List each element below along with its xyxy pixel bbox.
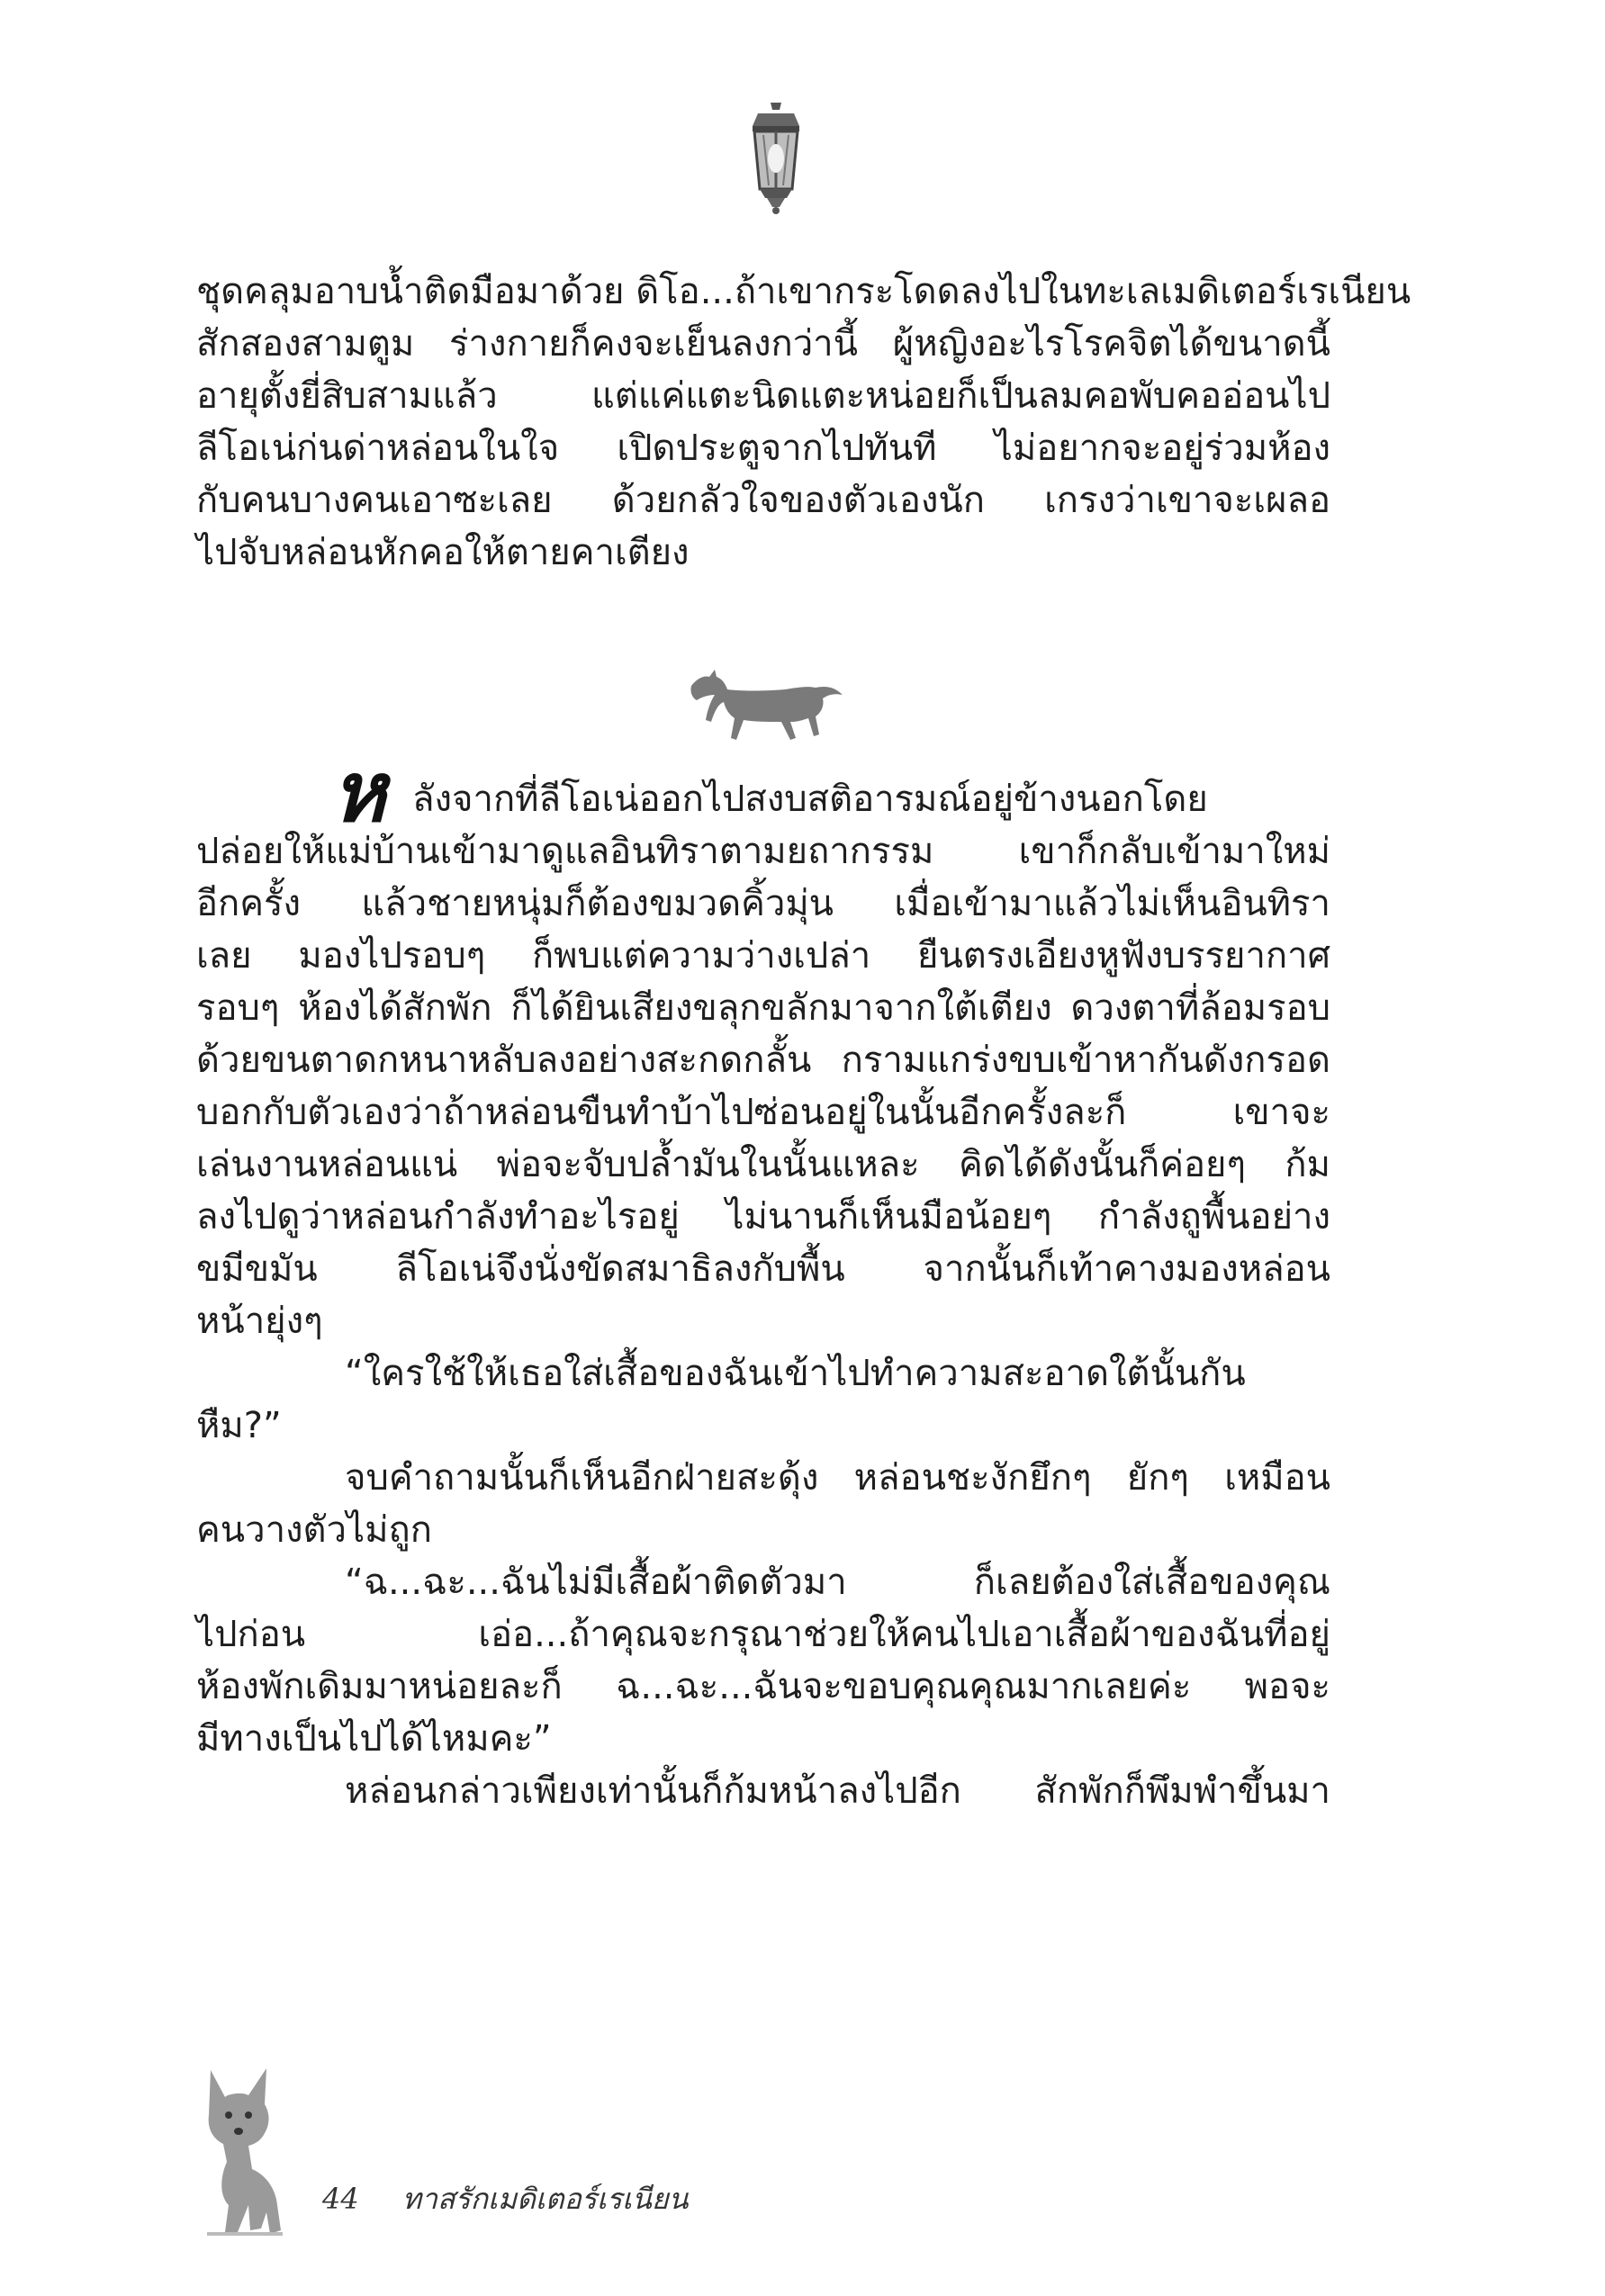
text-line: อายุตั้งยี่สิบสามแล้ว แต่แค่แตะนิดแตะหน่อยก็เป็นลมคอพับคออ่อนไป bbox=[196, 375, 1330, 417]
text-line: สักสองสามตูม ร่างกายก็คงจะเย็นลงกว่านี้ ผู้หญิงอะไรโรคจิตได้ขนาดนี้ bbox=[196, 323, 1330, 365]
page-footer bbox=[322, 2176, 689, 2222]
book-title: ทาสรักเมดิเตอร์เรเนียน bbox=[401, 2182, 689, 2216]
text-line: กับคนบางคนเอาซะเลย ด้วยกลัวใจของตัวเองนัก เกรงว่าเขาจะเผลอ bbox=[196, 480, 1330, 521]
text-line: เลย มองไปรอบๆ ก็พบแต่ความว่างเปล่า ยืนตรงเอียงหูฟังบรรยากาศ bbox=[196, 935, 1330, 977]
dialogue-line: “ใครใช้ให้เธอใส่เสื้อของฉันเข้าไปทำความสะอาดใต้นั้นกัน bbox=[345, 1353, 1246, 1394]
text-line: ขมีขมัน ลีโอเน่จึงนั่งขัดสมาธิลงกับพื้น จากนั้นก็เท้าคางมองหล่อน bbox=[196, 1248, 1330, 1290]
text-line: หล่อนกล่าวเพียงเท่านั้นก็ก้มหน้าลงไปอีก สักพักก็พึมพำขึ้นมา bbox=[345, 1770, 1330, 1812]
dog-icon bbox=[193, 2061, 296, 2241]
text-line: ชุดคลุมอาบน้ำติดมือมาด้วย ดิโอ...ถ้าเขากระโดดลงไปในทะเลเมดิเตอร์เรเนียน bbox=[196, 271, 1411, 312]
dropcap-line-text: ลังจากที่ลีโอเน่ออกไปสงบสติอารมณ์อยู่ข้างนอกโดย bbox=[412, 779, 1208, 820]
text-line: ด้วยขนตาดกหนาหลับลงอย่างสะกดกลั้น กรามแกร่งขบเข้าหากันดังกรอด bbox=[196, 1040, 1330, 1081]
text-line: คนวางตัวไม่ถูก bbox=[196, 1509, 432, 1551]
text-line: เล่นงานหล่อนแน่ พ่อจะจับปล้ำมันในนั้นแหละ คิดได้ดังนั้นก็ค่อยๆ ก้ม bbox=[196, 1144, 1330, 1185]
text-line: จบคำถามนั้นก็เห็นอีกฝ่ายสะดุ้ง หล่อนชะงักยึกๆ ยักๆ เหมือน bbox=[345, 1457, 1330, 1499]
text-line: หืม?” bbox=[196, 1405, 282, 1446]
horse-icon bbox=[684, 659, 846, 749]
text-line: ไปจับหล่อนหักคอให้ตายคาเตียง bbox=[196, 532, 690, 573]
lantern-icon bbox=[722, 99, 830, 216]
text-line: ห้องพักเดิมมาหน่อยละก็ ฉ...ฉะ...ฉันจะขอบคุณคุณมากเลยค่ะ พอจะ bbox=[196, 1666, 1330, 1707]
text-line: รอบๆ ห้องได้สักพัก ก็ได้ยินเสียงขลุกขลักมาจากใต้เตียง ดวงตาที่ล้อมรอบ bbox=[196, 987, 1330, 1029]
dialogue-line: “ฉ...ฉะ...ฉันไม่มีเสื้อผ้าติดตัวมา ก็เลยต้องใส่เสื้อของคุณ bbox=[345, 1562, 1330, 1603]
text-line: หน้ายุ่งๆ bbox=[196, 1301, 323, 1342]
text-line: ลีโอเน่ก่นด่าหล่อนในใจ เปิดประตูจากไปทันที ไม่อยากจะอยู่ร่วมห้อง bbox=[196, 428, 1330, 469]
text-line: ไปก่อน เอ่อ...ถ้าคุณจะกรุณาช่วยให้คนไปเอาเสื้อผ้าของฉันที่อยู่ bbox=[196, 1614, 1330, 1655]
text-line: ปล่อยให้แม่บ้านเข้ามาดูแลอินทิราตามยถากรรม เขาก็กลับเข้ามาใหม่ bbox=[196, 831, 1330, 872]
drop-cap: ห bbox=[331, 743, 386, 841]
page-number: 44 bbox=[322, 2182, 359, 2216]
text-line: ลงไปดูว่าหล่อนกำลังทำอะไรอยู่ ไม่นานก็เห็นมือน้อยๆ กำลังถูพื้นอย่าง bbox=[196, 1196, 1330, 1238]
text-line: มีทางเป็นไปได้ไหมคะ” bbox=[196, 1718, 552, 1760]
paragraph-2 bbox=[196, 743, 1330, 1820]
dropcap-line bbox=[196, 743, 1330, 841]
text-line: อีกครั้ง แล้วชายหนุ่มก็ต้องขมวดคิ้วมุ่น เมื่อเข้ามาแล้วไม่เห็นอินทิรา bbox=[196, 883, 1330, 924]
paragraph-1 bbox=[196, 268, 1411, 581]
text-line: บอกกับตัวเองว่าถ้าหล่อนขืนทำบ้าไปซ่อนอยู่ในนั้นอีกครั้งละก็ เขาจะ bbox=[196, 1092, 1330, 1133]
